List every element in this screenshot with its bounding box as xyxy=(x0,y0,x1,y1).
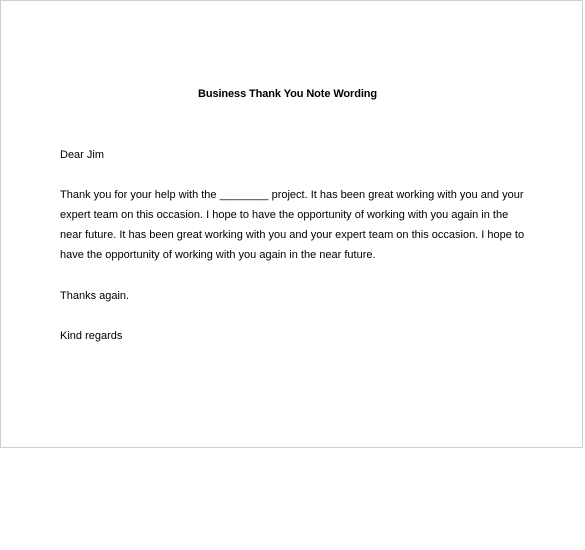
document-title: Business Thank You Note Wording xyxy=(197,88,378,100)
body-line: expert team on this occasion. I hope to have the opportunity of working with you again in the xyxy=(60,209,509,221)
body-line: Thank you for your help with the ________ project. It has been great working with you and your xyxy=(60,189,524,201)
thanks-line: Thanks again. xyxy=(60,290,130,302)
body-paragraph xyxy=(60,185,524,265)
body-line: near future. It has been great working with you and your expert team on this occasion. I hope to xyxy=(60,229,525,241)
closing-line: Kind regards xyxy=(60,330,123,342)
body-line: have the opportunity of working with you again in the near future. xyxy=(60,249,376,261)
salutation: Dear Jim xyxy=(60,149,105,161)
